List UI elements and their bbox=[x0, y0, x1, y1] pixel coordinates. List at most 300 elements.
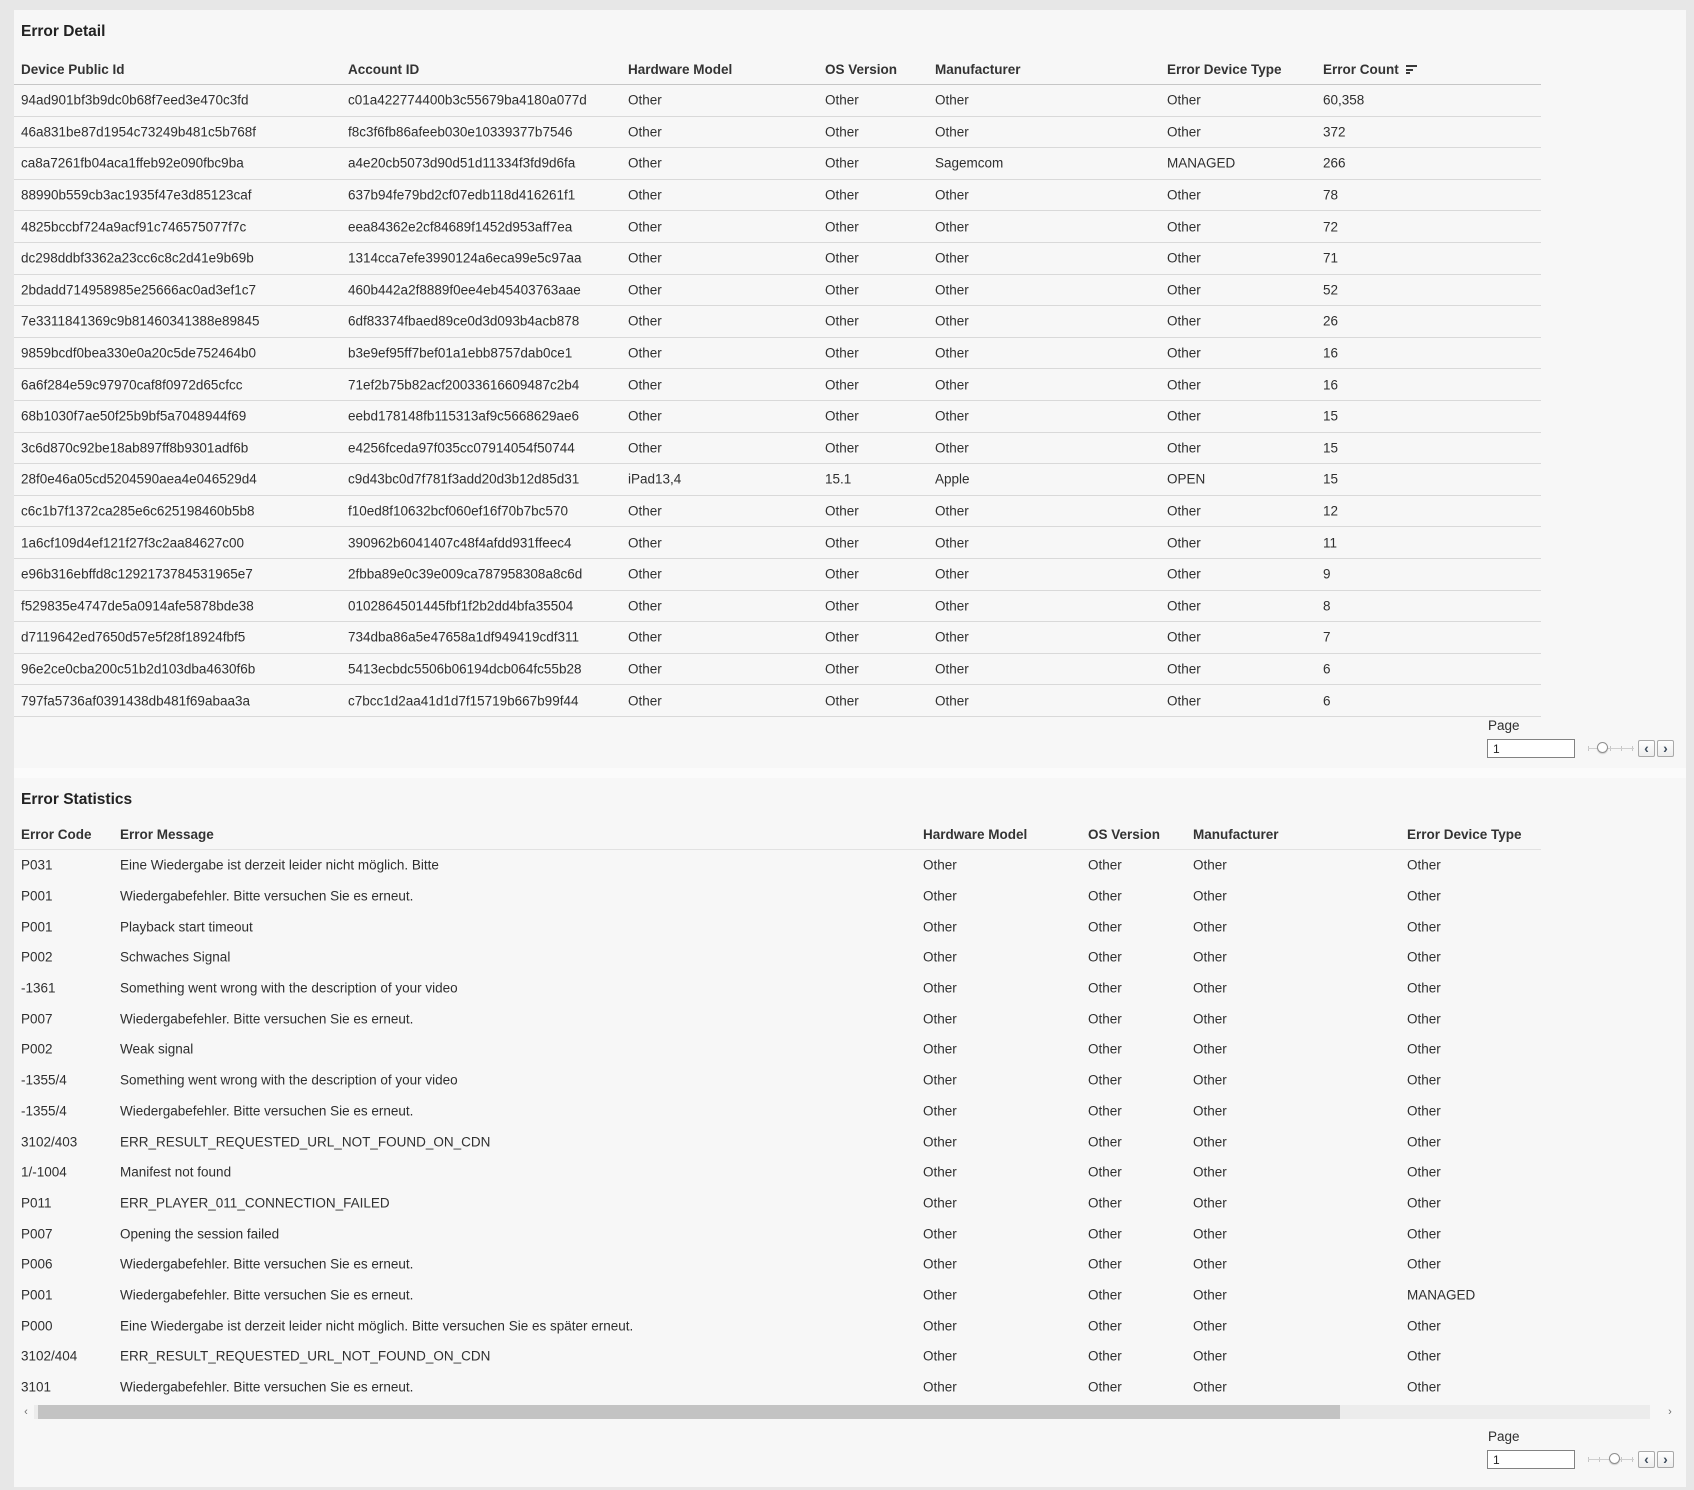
error-code-cell: P001 bbox=[21, 1287, 53, 1303]
manufacturer-cell: Other bbox=[1193, 1348, 1227, 1364]
error-code-cell: P007 bbox=[21, 1011, 53, 1027]
hardware-model-cell: Other bbox=[628, 566, 662, 582]
manufacturer-cell: Other bbox=[935, 503, 969, 519]
os-version-cell: Other bbox=[1088, 1348, 1122, 1364]
hardware-model-cell: Other bbox=[923, 980, 957, 996]
device-public-id-cell: c6c1b7f1372ca285e6c625198460b5b8 bbox=[21, 503, 255, 519]
error-count-cell: 78 bbox=[1323, 187, 1339, 203]
manufacturer-cell: Other bbox=[935, 566, 969, 582]
os-version-cell: Other bbox=[825, 629, 859, 645]
error-device-type-cell: Other bbox=[1407, 888, 1441, 904]
device-public-id-cell: d7119642ed7650d57e5f28f18924fbf5 bbox=[21, 629, 246, 645]
hardware-model-cell: Other bbox=[628, 408, 662, 424]
error-count-cell: 72 bbox=[1323, 219, 1339, 235]
table-row bbox=[14, 464, 1541, 496]
error-count-cell: 15 bbox=[1323, 440, 1339, 456]
os-version-cell: Other bbox=[825, 693, 859, 709]
table-row bbox=[14, 1034, 1541, 1065]
error-device-type-cell: Other bbox=[1407, 980, 1441, 996]
error-message-cell: Wiedergabefehler. Bitte versuchen Sie es erneut. bbox=[120, 1011, 414, 1027]
error-message-cell: Wiedergabefehler. Bitte versuchen Sie es erneut. bbox=[120, 1103, 414, 1119]
os-version-cell: Other bbox=[1088, 1318, 1122, 1334]
hardware-model-cell: Other bbox=[628, 535, 662, 551]
error-statistics-panel bbox=[14, 778, 1686, 1487]
account-id-cell: f10ed8f10632bcf060ef16f70b7bc570 bbox=[348, 503, 568, 519]
account-id-cell: 1314cca7efe3990124a6eca99e5c97aa bbox=[348, 250, 582, 266]
error-device-type-cell: Other bbox=[1407, 1226, 1441, 1242]
table-row bbox=[14, 1126, 1541, 1157]
os-version-cell: Other bbox=[825, 535, 859, 551]
hardware-model-cell: Other bbox=[923, 1134, 957, 1150]
error-device-type-cell: Other bbox=[1167, 377, 1201, 393]
column-header-hardware-model[interactable]: Hardware Model bbox=[923, 827, 1028, 842]
chevron-right-icon: › bbox=[1663, 1451, 1668, 1467]
error-code-cell: -1361 bbox=[21, 980, 56, 996]
error-count-cell: 11 bbox=[1323, 535, 1338, 551]
hardware-model-cell: Other bbox=[923, 1011, 957, 1027]
hardware-model-cell: Other bbox=[628, 377, 662, 393]
manufacturer-cell: Other bbox=[1193, 1072, 1227, 1088]
os-version-cell: Other bbox=[1088, 980, 1122, 996]
error-code-cell: P000 bbox=[21, 1318, 53, 1334]
manufacturer-cell: Other bbox=[935, 250, 969, 266]
os-version-cell: Other bbox=[825, 566, 859, 582]
os-version-cell: Other bbox=[825, 440, 859, 456]
os-version-cell: Other bbox=[825, 313, 859, 329]
manufacturer-cell: Apple bbox=[935, 471, 970, 487]
account-id-cell: c9d43bc0d7f781f3add20d3b12d85d31 bbox=[348, 471, 580, 487]
error-count-cell: 6 bbox=[1323, 661, 1331, 677]
device-public-id-cell: 797fa5736af0391438db481f69abaa3a bbox=[21, 693, 250, 709]
table-row bbox=[14, 1341, 1541, 1372]
manufacturer-cell: Other bbox=[1193, 1287, 1227, 1303]
error-count-cell: 6 bbox=[1323, 693, 1331, 709]
scrollbar-thumb[interactable] bbox=[38, 1405, 1340, 1419]
account-id-cell: c7bcc1d2aa41d1d7f15719b667b99f44 bbox=[348, 693, 579, 709]
error-count-cell: 7 bbox=[1323, 629, 1331, 645]
account-id-cell: 71ef2b75b82acf20033616609487c2b4 bbox=[348, 377, 580, 393]
hardware-model-cell: Other bbox=[923, 1379, 957, 1395]
error-count-cell: 12 bbox=[1323, 503, 1339, 519]
hardware-model-cell: Other bbox=[628, 345, 662, 361]
manufacturer-cell: Other bbox=[935, 345, 969, 361]
account-id-cell: e4256fceda97f035cc07914054f50744 bbox=[348, 440, 575, 456]
table-row bbox=[14, 559, 1541, 591]
error-statistics-table bbox=[14, 820, 1541, 1402]
error-code-cell: P002 bbox=[21, 949, 53, 965]
os-version-cell: 15.1 bbox=[825, 471, 852, 487]
previous-page-button[interactable] bbox=[1638, 1451, 1655, 1468]
error-code-cell: P011 bbox=[21, 1195, 52, 1211]
error-message-cell: Weak signal bbox=[120, 1041, 194, 1057]
os-version-cell: Other bbox=[825, 408, 859, 424]
error-device-type-cell: Other bbox=[1407, 1195, 1441, 1211]
column-header-device-public-id[interactable]: Device Public Id bbox=[21, 62, 125, 77]
hardware-model-cell: Other bbox=[628, 219, 662, 235]
error-message-cell: Eine Wiedergabe ist derzeit leider nicht möglich. Bitte versuchen Sie es später erneut. bbox=[120, 1318, 634, 1334]
hardware-model-cell: Other bbox=[923, 857, 957, 873]
hardware-model-cell: iPad13,4 bbox=[628, 471, 682, 487]
error-device-type-cell: Other bbox=[1167, 124, 1201, 140]
error-code-cell: 3102/404 bbox=[21, 1348, 78, 1364]
error-message-cell: Wiedergabefehler. Bitte versuchen Sie es erneut. bbox=[120, 1287, 414, 1303]
manufacturer-cell: Other bbox=[935, 408, 969, 424]
table-row bbox=[14, 654, 1541, 686]
column-header-manufacturer[interactable]: Manufacturer bbox=[935, 62, 1021, 77]
account-id-cell: 460b442a2f8889f0ee4eb45403763aae bbox=[348, 282, 581, 298]
table-row bbox=[14, 180, 1541, 212]
column-header-error-code[interactable]: Error Code bbox=[21, 827, 92, 842]
account-id-cell: eea84362e2cf84689f1452d953aff7ea bbox=[348, 219, 573, 235]
account-id-cell: eebd178148fb115313af9c5668629ae6 bbox=[348, 408, 579, 424]
scroll-right-icon[interactable]: › bbox=[1668, 1406, 1672, 1418]
hardware-model-cell: Other bbox=[923, 919, 957, 935]
account-id-cell: b3e9ef95ff7bef01a1ebb8757dab0ce1 bbox=[348, 345, 573, 361]
error-code-cell: -1355/4 bbox=[21, 1103, 67, 1119]
scroll-left-icon[interactable]: ‹ bbox=[24, 1406, 28, 1418]
device-public-id-cell: ca8a7261fb04aca1ffeb92e090fbc9ba bbox=[21, 155, 244, 171]
manufacturer-cell: Other bbox=[1193, 1379, 1227, 1395]
error-device-type-cell: Other bbox=[1407, 949, 1441, 965]
page-number-input[interactable] bbox=[1487, 739, 1575, 758]
os-version-cell: Other bbox=[1088, 857, 1122, 873]
page-label: Page bbox=[1488, 718, 1520, 733]
page-number-input[interactable] bbox=[1487, 1450, 1575, 1469]
error-count-cell: 60,358 bbox=[1323, 92, 1365, 108]
os-version-cell: Other bbox=[825, 250, 859, 266]
os-version-cell: Other bbox=[1088, 1164, 1122, 1180]
hardware-model-cell: Other bbox=[923, 888, 957, 904]
page-slider[interactable] bbox=[1588, 742, 1634, 755]
table-row bbox=[14, 243, 1541, 275]
device-public-id-cell: 4825bccbf724a9acf91c746575077f7c bbox=[21, 219, 247, 235]
error-device-type-cell: Other bbox=[1167, 661, 1201, 677]
table-row bbox=[14, 685, 1541, 717]
table-row bbox=[14, 850, 1541, 881]
hardware-model-cell: Other bbox=[923, 1256, 957, 1272]
manufacturer-cell: Other bbox=[1193, 949, 1227, 965]
error-device-type-cell: Other bbox=[1407, 1348, 1441, 1364]
os-version-cell: Other bbox=[825, 661, 859, 677]
os-version-cell: Other bbox=[1088, 1041, 1122, 1057]
error-count-cell: 16 bbox=[1323, 345, 1339, 361]
hardware-model-cell: Other bbox=[628, 187, 662, 203]
sort-descending-icon bbox=[1406, 65, 1417, 74]
next-page-button[interactable] bbox=[1657, 740, 1674, 757]
account-id-cell: 637b94fe79bd2cf07edb118d416261f1 bbox=[348, 187, 576, 203]
page-slider[interactable] bbox=[1588, 1453, 1634, 1466]
column-header-os-version[interactable]: OS Version bbox=[825, 62, 898, 77]
os-version-cell: Other bbox=[1088, 1072, 1122, 1088]
account-id-cell: f8c3f6fb86afeeb030e10339377b7546 bbox=[348, 124, 573, 140]
manufacturer-cell: Other bbox=[935, 629, 969, 645]
hardware-model-cell: Other bbox=[923, 1164, 957, 1180]
error-device-type-cell: Other bbox=[1167, 187, 1201, 203]
os-version-cell: Other bbox=[825, 345, 859, 361]
manufacturer-cell: Other bbox=[935, 124, 969, 140]
error-device-type-cell: Other bbox=[1167, 440, 1201, 456]
hardware-model-cell: Other bbox=[628, 282, 662, 298]
page-label: Page bbox=[1488, 1429, 1520, 1444]
column-header-hardware-model[interactable]: Hardware Model bbox=[628, 62, 733, 77]
error-statistics-header-row bbox=[14, 820, 1541, 850]
table-row bbox=[14, 881, 1541, 912]
os-version-cell: Other bbox=[1088, 1011, 1122, 1027]
table-row bbox=[14, 973, 1541, 1004]
table-row bbox=[14, 1065, 1541, 1096]
error-message-cell: Schwaches Signal bbox=[120, 949, 231, 965]
error-device-type-cell: Other bbox=[1167, 250, 1201, 266]
column-header-error-count[interactable]: Error Count bbox=[1323, 62, 1417, 77]
error-device-type-cell: Other bbox=[1407, 1164, 1441, 1180]
hardware-model-cell: Other bbox=[628, 313, 662, 329]
device-public-id-cell: 3c6d870c92be18ab897ff8b9301adf6b bbox=[21, 440, 249, 456]
column-header-account-id[interactable]: Account ID bbox=[348, 62, 420, 77]
error-statistics-pager bbox=[1487, 1429, 1693, 1475]
manufacturer-cell: Other bbox=[1193, 1134, 1227, 1150]
account-id-cell: a4e20cb5073d90d51d11334f3fd9d6fa bbox=[348, 155, 576, 171]
manufacturer-cell: Other bbox=[1193, 980, 1227, 996]
column-header-error-device-type[interactable]: Error Device Type bbox=[1167, 62, 1282, 77]
error-count-cell: 26 bbox=[1323, 313, 1339, 329]
error-device-type-cell: MANAGED bbox=[1167, 155, 1236, 171]
manufacturer-cell: Other bbox=[1193, 1103, 1227, 1119]
table-row bbox=[14, 622, 1541, 654]
error-count-cell: 15 bbox=[1323, 471, 1339, 487]
error-detail-title: Error Detail bbox=[21, 23, 106, 40]
error-message-cell: Playback start timeout bbox=[120, 919, 253, 935]
device-public-id-cell: 68b1030f7ae50f25b9bf5a7048944f69 bbox=[21, 408, 247, 424]
error-message-cell: Opening the session failed bbox=[120, 1226, 280, 1242]
error-count-cell: 9 bbox=[1323, 566, 1331, 582]
manufacturer-cell: Other bbox=[935, 693, 969, 709]
error-device-type-cell: Other bbox=[1407, 1134, 1441, 1150]
table-row bbox=[14, 1310, 1541, 1341]
error-detail-pager bbox=[1487, 718, 1693, 764]
error-device-type-cell: Other bbox=[1167, 92, 1201, 108]
os-version-cell: Other bbox=[825, 377, 859, 393]
account-id-cell: 2fbba89e0c39e009ca787958308a8c6d bbox=[348, 566, 583, 582]
os-version-cell: Other bbox=[1088, 1103, 1122, 1119]
table-row bbox=[14, 1003, 1541, 1034]
error-device-type-cell: OPEN bbox=[1167, 471, 1206, 487]
error-device-type-cell: Other bbox=[1167, 598, 1201, 614]
manufacturer-cell: Other bbox=[935, 661, 969, 677]
error-device-type-cell: Other bbox=[1167, 345, 1201, 361]
column-header-manufacturer[interactable]: Manufacturer bbox=[1193, 827, 1279, 842]
error-code-cell: -1355/4 bbox=[21, 1072, 67, 1088]
error-message-cell: ERR_RESULT_REQUESTED_URL_NOT_FOUND_ON_CDN bbox=[120, 1134, 491, 1150]
device-public-id-cell: dc298ddbf3362a23cc6c8c2d41e9b69b bbox=[21, 250, 254, 266]
error-message-cell: Something went wrong with the description of your video bbox=[120, 1072, 458, 1088]
error-device-type-cell: Other bbox=[1167, 219, 1201, 235]
error-message-cell: ERR_PLAYER_011_CONNECTION_FAILED bbox=[120, 1195, 390, 1211]
table-row bbox=[14, 527, 1541, 559]
table-row bbox=[14, 1096, 1541, 1127]
table-row bbox=[14, 211, 1541, 243]
manufacturer-cell: Other bbox=[935, 219, 969, 235]
hardware-model-cell: Other bbox=[923, 1041, 957, 1057]
device-public-id-cell: 1a6cf109d4ef121f27f3c2aa84627c00 bbox=[21, 535, 244, 551]
table-row bbox=[14, 1157, 1541, 1188]
os-version-cell: Other bbox=[1088, 949, 1122, 965]
account-id-cell: 734dba86a5e47658a1df949419cdf311 bbox=[348, 629, 579, 645]
page-slider-handle[interactable] bbox=[1609, 1453, 1620, 1464]
hardware-model-cell: Other bbox=[923, 1348, 957, 1364]
hardware-model-cell: Other bbox=[923, 1072, 957, 1088]
manufacturer-cell: Other bbox=[935, 377, 969, 393]
manufacturer-cell: Other bbox=[1193, 857, 1227, 873]
error-message-cell: ERR_RESULT_REQUESTED_URL_NOT_FOUND_ON_CDN bbox=[120, 1348, 491, 1364]
error-message-cell: Manifest not found bbox=[120, 1164, 232, 1180]
next-page-button[interactable] bbox=[1657, 1451, 1674, 1468]
table-row bbox=[14, 117, 1541, 149]
error-device-type-cell: Other bbox=[1407, 1072, 1441, 1088]
error-message-cell: Something went wrong with the description of your video bbox=[120, 980, 458, 996]
os-version-cell: Other bbox=[1088, 1195, 1122, 1211]
error-device-type-cell: Other bbox=[1167, 693, 1201, 709]
hardware-model-cell: Other bbox=[628, 155, 662, 171]
previous-page-button[interactable] bbox=[1638, 740, 1655, 757]
error-device-type-cell: Other bbox=[1167, 313, 1201, 329]
manufacturer-cell: Other bbox=[1193, 1011, 1227, 1027]
hardware-model-cell: Other bbox=[923, 1226, 957, 1242]
manufacturer-cell: Other bbox=[1193, 1318, 1227, 1334]
account-id-cell: c01a422774400b3c55679ba4180a077d bbox=[348, 92, 587, 108]
device-public-id-cell: 28f0e46a05cd5204590aea4e046529d4 bbox=[21, 471, 257, 487]
error-device-type-cell: Other bbox=[1407, 1318, 1441, 1334]
table-row bbox=[14, 85, 1541, 117]
error-code-cell: P007 bbox=[21, 1226, 53, 1242]
manufacturer-cell: Other bbox=[1193, 919, 1227, 935]
error-count-cell: 16 bbox=[1323, 377, 1339, 393]
column-header-os-version[interactable]: OS Version bbox=[1088, 827, 1161, 842]
error-code-cell: P006 bbox=[21, 1256, 53, 1272]
manufacturer-cell: Other bbox=[1193, 1041, 1227, 1057]
hardware-model-cell: Other bbox=[628, 124, 662, 140]
error-code-cell: P031 bbox=[21, 857, 53, 873]
error-message-cell: Eine Wiedergabe ist derzeit leider nicht möglich. Bitte bbox=[120, 857, 439, 873]
page-slider-handle[interactable] bbox=[1597, 742, 1608, 753]
error-detail-table bbox=[14, 56, 1541, 717]
hardware-model-cell: Other bbox=[628, 629, 662, 645]
device-public-id-cell: 2bdadd714958985e25666ac0ad3ef1c7 bbox=[21, 282, 256, 298]
hardware-model-cell: Other bbox=[923, 1287, 957, 1303]
account-id-cell: 390962b6041407c48f4afdd931ffeec4 bbox=[348, 535, 572, 551]
error-message-cell: Wiedergabefehler. Bitte versuchen Sie es erneut. bbox=[120, 1379, 414, 1395]
error-statistics-rows bbox=[14, 850, 1541, 1402]
device-public-id-cell: e96b316ebffd8c1292173784531965e7 bbox=[21, 566, 253, 582]
error-device-type-cell: Other bbox=[1407, 1011, 1441, 1027]
error-code-cell: P002 bbox=[21, 1041, 53, 1057]
os-version-cell: Other bbox=[825, 503, 859, 519]
hardware-model-cell: Other bbox=[923, 949, 957, 965]
chevron-left-icon: ‹ bbox=[1644, 740, 1649, 756]
os-version-cell: Other bbox=[1088, 1134, 1122, 1150]
error-code-cell: 3101 bbox=[21, 1379, 52, 1395]
error-device-type-cell: Other bbox=[1167, 503, 1201, 519]
table-row bbox=[14, 306, 1541, 338]
account-id-cell: 0102864501445fbf1f2b2dd4bfa35504 bbox=[348, 598, 574, 614]
error-device-type-cell: MANAGED bbox=[1407, 1287, 1476, 1303]
table-row bbox=[14, 1249, 1541, 1280]
error-device-type-cell: Other bbox=[1167, 566, 1201, 582]
os-version-cell: Other bbox=[825, 219, 859, 235]
manufacturer-cell: Other bbox=[935, 282, 969, 298]
device-public-id-cell: 46a831be87d1954c73249b481c5b768f bbox=[21, 124, 256, 140]
table-row bbox=[14, 369, 1541, 401]
manufacturer-cell: Other bbox=[1193, 888, 1227, 904]
device-public-id-cell: 88990b559cb3ac1935f47e3d85123caf bbox=[21, 187, 252, 203]
table-row bbox=[14, 433, 1541, 465]
chevron-right-icon: › bbox=[1663, 740, 1668, 756]
table-row bbox=[14, 338, 1541, 370]
horizontal-scrollbar bbox=[14, 1405, 1686, 1419]
hardware-model-cell: Other bbox=[628, 440, 662, 456]
os-version-cell: Other bbox=[1088, 1226, 1122, 1242]
chevron-left-icon: ‹ bbox=[1644, 1451, 1649, 1467]
table-row bbox=[14, 401, 1541, 433]
error-code-cell: P001 bbox=[21, 919, 53, 935]
error-device-type-cell: Other bbox=[1407, 1379, 1441, 1395]
hardware-model-cell: Other bbox=[628, 693, 662, 709]
error-device-type-cell: Other bbox=[1407, 1041, 1441, 1057]
hardware-model-cell: Other bbox=[628, 92, 662, 108]
table-row bbox=[14, 911, 1541, 942]
os-version-cell: Other bbox=[1088, 1256, 1122, 1272]
manufacturer-cell: Other bbox=[935, 535, 969, 551]
error-statistics-title: Error Statistics bbox=[21, 791, 133, 808]
error-count-cell: 8 bbox=[1323, 598, 1331, 614]
hardware-model-cell: Other bbox=[628, 598, 662, 614]
error-count-cell: 372 bbox=[1323, 124, 1346, 140]
manufacturer-cell: Other bbox=[935, 598, 969, 614]
manufacturer-cell: Other bbox=[935, 92, 969, 108]
os-version-cell: Other bbox=[825, 155, 859, 171]
os-version-cell: Other bbox=[825, 187, 859, 203]
manufacturer-cell: Other bbox=[935, 187, 969, 203]
table-row bbox=[14, 275, 1541, 307]
error-detail-rows bbox=[14, 85, 1541, 717]
error-device-type-cell: Other bbox=[1167, 282, 1201, 298]
os-version-cell: Other bbox=[825, 282, 859, 298]
manufacturer-cell: Other bbox=[1193, 1226, 1227, 1242]
column-header-error-device-type[interactable]: Error Device Type bbox=[1407, 827, 1522, 842]
os-version-cell: Other bbox=[825, 598, 859, 614]
hardware-model-cell: Other bbox=[628, 661, 662, 677]
error-count-cell: 266 bbox=[1323, 155, 1346, 171]
table-row bbox=[14, 942, 1541, 973]
column-header-error-message[interactable]: Error Message bbox=[120, 827, 214, 842]
error-count-cell: 71 bbox=[1323, 250, 1339, 266]
table-row bbox=[14, 148, 1541, 180]
table-row bbox=[14, 496, 1541, 528]
os-version-cell: Other bbox=[1088, 1287, 1122, 1303]
os-version-cell: Other bbox=[825, 124, 859, 140]
manufacturer-cell: Other bbox=[935, 313, 969, 329]
device-public-id-cell: 96e2ce0cba200c51b2d103dba4630f6b bbox=[21, 661, 256, 677]
hardware-model-cell: Other bbox=[923, 1318, 957, 1334]
table-row bbox=[14, 1280, 1541, 1311]
device-public-id-cell: 7e3311841369c9b81460341388e89845 bbox=[21, 313, 260, 329]
panel-separator bbox=[14, 768, 1686, 778]
device-public-id-cell: 94ad901bf3b9dc0b68f7eed3e470c3fd bbox=[21, 92, 249, 108]
hardware-model-cell: Other bbox=[923, 1103, 957, 1119]
error-device-type-cell: Other bbox=[1407, 1256, 1441, 1272]
hardware-model-cell: Other bbox=[628, 250, 662, 266]
device-public-id-cell: f529835e4747de5a0914afe5878bde38 bbox=[21, 598, 254, 614]
manufacturer-cell: Sagemcom bbox=[935, 155, 1004, 171]
